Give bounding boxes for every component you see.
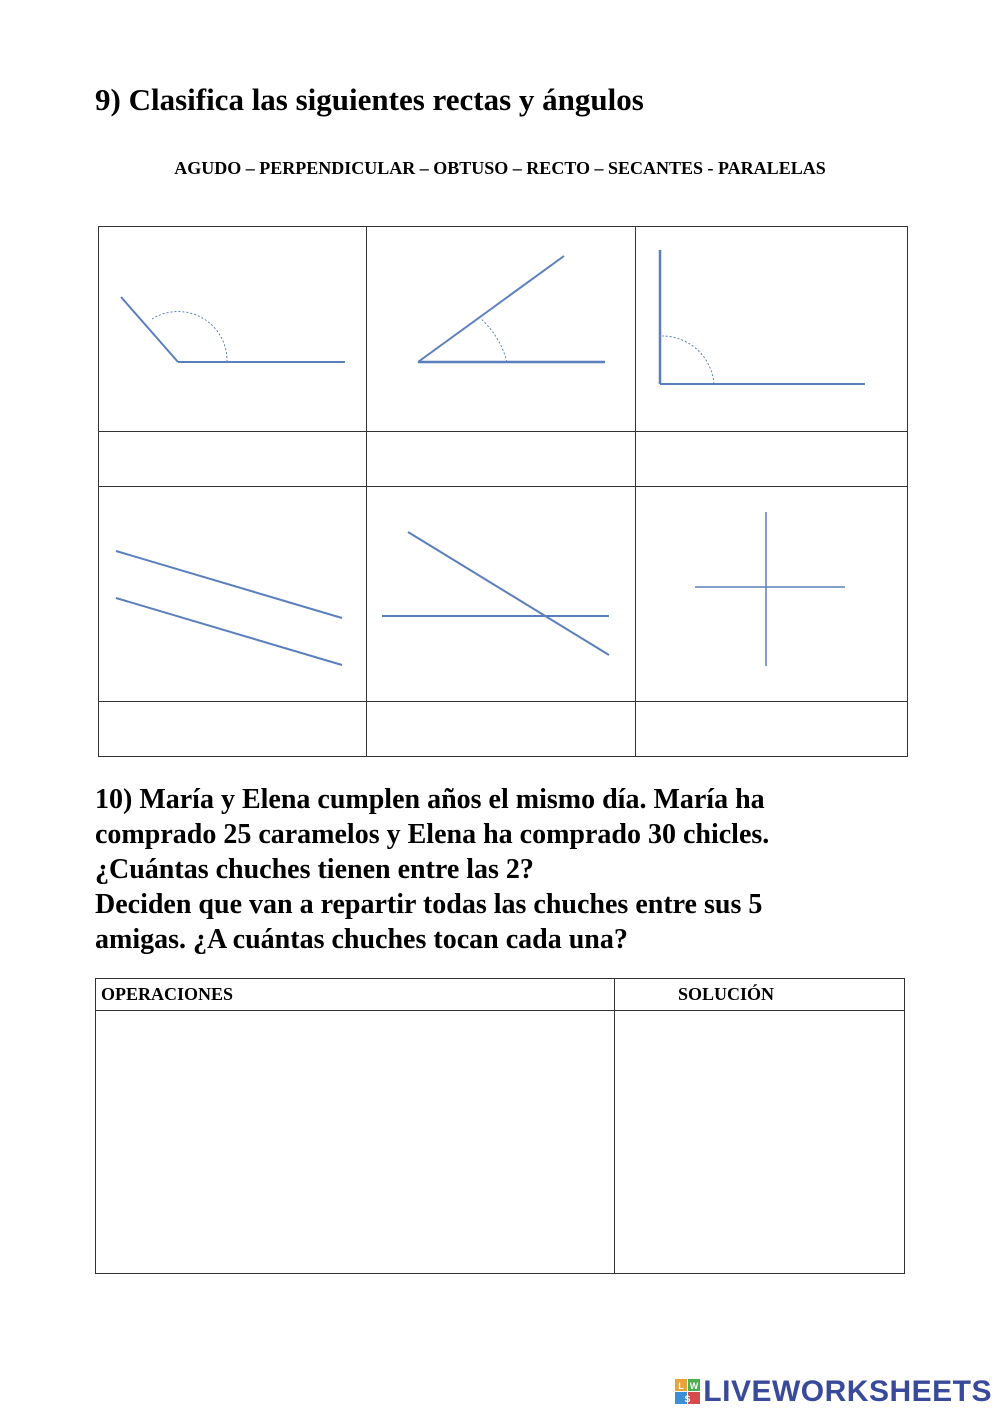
exercise-10-statement [95,782,915,957]
operations-header: OPERACIONES [96,979,615,1011]
statement-line: ¿Cuántas chuches tienen entre las 2? [95,854,534,885]
watermark-text: LIVEWORKSHEETS [703,1375,992,1408]
answer-cell-4[interactable] [99,702,367,757]
answer-cell-6[interactable] [636,702,908,757]
secant-line-oblique [408,532,609,655]
solution-header: SOLUCIÓN [615,979,905,1011]
figure-cell-6 [636,487,908,702]
answer-field-4[interactable] [99,702,366,756]
figure-cell-3 [636,227,908,432]
answer-cell-5[interactable] [367,702,636,757]
angle-arc [662,336,714,384]
angle-arc [152,312,227,362]
answer-field-5[interactable] [367,702,635,756]
obtuse-angle-figure [99,227,366,431]
solution-area[interactable] [615,1011,905,1274]
angle-ray-oblique [418,256,564,362]
figure-cell-4 [99,487,367,702]
right-angle-figure [636,227,907,431]
liveworksheets-watermark [675,1375,992,1409]
operations-table [95,978,905,1274]
classification-table [98,226,908,757]
exercise-9-title: 9) Clasifica las siguientes rectas y ángulos [95,82,644,117]
figure-cell-5 [367,487,636,702]
figure-cell-1 [99,227,367,432]
svg-text:S: S [684,1394,691,1404]
statement-line: comprado 25 caramelos y Elena ha comprado 30 chicles. [95,819,770,850]
liveworksheets-logo-icon [675,1379,701,1405]
answer-cell-3[interactable] [636,432,908,487]
perpendicular-lines-figure [636,487,907,701]
operations-area[interactable] [96,1011,615,1274]
statement-line: 10) María y Elena cumplen años el mismo día. María ha [95,784,765,815]
angle-arc [480,318,507,362]
answer-field-2[interactable] [367,432,635,486]
acute-angle-figure [367,227,635,431]
statement-line: Deciden que van a repartir todas las chuches entre sus 5 [95,889,763,920]
secant-lines-figure [367,487,635,701]
svg-text:W: W [690,1381,699,1391]
figure-cell-2 [367,227,636,432]
answer-field-3[interactable] [636,432,907,486]
answer-cell-2[interactable] [367,432,636,487]
angle-ray-oblique [121,297,178,362]
statement-line: amigas. ¿A cuántas chuches tocan cada una? [95,924,628,955]
classification-options: AGUDO – PERPENDICULAR – OBTUSO – RECTO – SECANTES - PARALELAS [174,158,826,178]
answer-cell-1[interactable] [99,432,367,487]
answer-field-1[interactable] [99,432,366,486]
parallel-lines-figure [99,487,366,701]
svg-text:L: L [678,1381,685,1391]
answer-field-6[interactable] [636,702,907,756]
